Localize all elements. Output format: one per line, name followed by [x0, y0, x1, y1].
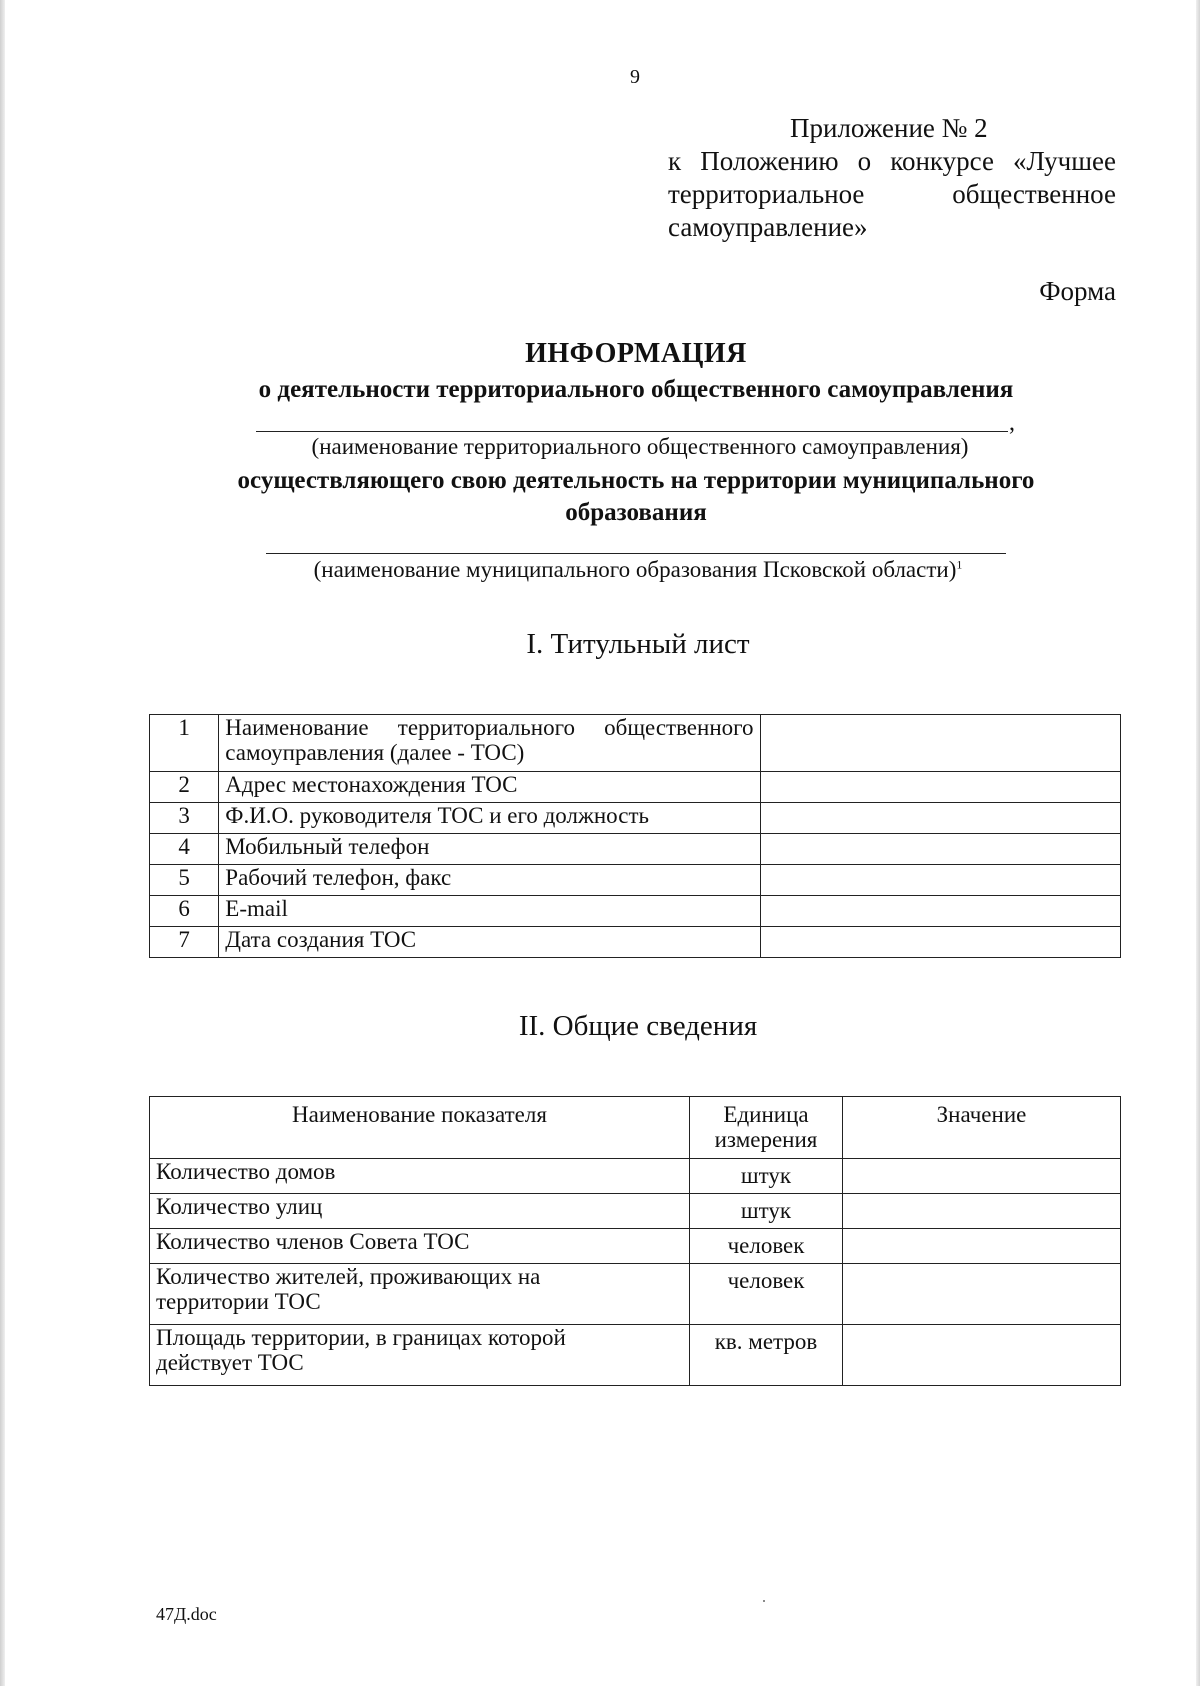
- indicator-value-cell[interactable]: [843, 1264, 1121, 1325]
- indicator-name-line-2: действует ТОС: [156, 1350, 304, 1375]
- indicator-name: [150, 1264, 690, 1325]
- header-value: Значение: [843, 1097, 1121, 1159]
- activity-heading-line-2: образования: [565, 499, 707, 526]
- appendix-line-2: территориальное общественное: [668, 179, 1116, 209]
- document-subtitle: о деятельности территориального общественного самоуправления: [258, 376, 1014, 403]
- indicator-unit: штук: [690, 1194, 843, 1229]
- table-row: [150, 772, 1121, 803]
- indicator-value-cell[interactable]: [843, 1194, 1121, 1229]
- appendix-title: Приложение № 2: [790, 113, 988, 143]
- indicator-name-line-1: Количество жителей, проживающих на: [156, 1264, 541, 1289]
- header-indicator: Наименование показателя: [150, 1097, 690, 1159]
- row-number: 1: [150, 715, 219, 772]
- general-info-table: [149, 1096, 1121, 1386]
- row-number: 3: [150, 803, 219, 834]
- scan-edge-left: [0, 0, 5, 1686]
- blank-comma: ,: [1009, 410, 1015, 436]
- section-2-title: II. Общие сведения: [518, 1010, 758, 1042]
- appendix-line-3: самоуправление»: [668, 212, 868, 242]
- table-row: [150, 834, 1121, 865]
- indicator-name: [150, 1325, 690, 1386]
- footnote-mark: 1: [956, 557, 963, 572]
- scan-edge-right: [1196, 0, 1200, 1686]
- section-1-title: I. Титульный лист: [526, 628, 750, 660]
- header-unit-line-1: Единица: [723, 1102, 809, 1127]
- indicator-value-cell[interactable]: [843, 1229, 1121, 1264]
- indicator-unit: штук: [690, 1159, 843, 1194]
- table-row: [150, 1229, 1121, 1264]
- row-label-line-2: самоуправления (далее - ТОС): [225, 740, 525, 765]
- document-title: ИНФОРМАЦИЯ: [525, 338, 747, 369]
- appendix-line-1: к Положению о конкурсе «Лучшее: [668, 146, 1116, 176]
- row-value-cell[interactable]: [760, 927, 1121, 958]
- page-number: 9: [630, 66, 640, 88]
- table-row: [150, 1325, 1121, 1386]
- table-row: [150, 1264, 1121, 1325]
- table-row: [150, 1194, 1121, 1229]
- tos-name-blank-line: [256, 431, 1008, 432]
- table-row: [150, 896, 1121, 927]
- row-number: 4: [150, 834, 219, 865]
- row-label: Рабочий телефон, факс: [219, 865, 760, 896]
- row-number: 2: [150, 772, 219, 803]
- row-number: 7: [150, 927, 219, 958]
- table-row: [150, 927, 1121, 958]
- row-value-cell[interactable]: [760, 896, 1121, 927]
- municipality-caption-text: (наименование муниципального образования Псковской области): [313, 557, 957, 582]
- row-value-cell[interactable]: [760, 772, 1121, 803]
- row-label: Дата создания ТОС: [219, 927, 760, 958]
- row-value-cell[interactable]: [760, 865, 1121, 896]
- municipality-blank-line: [266, 553, 1006, 554]
- row-label: Адрес местонахождения ТОС: [219, 772, 760, 803]
- row-label: [219, 715, 760, 772]
- tos-name-caption: (наименование территориального общественного самоуправления): [311, 434, 969, 459]
- footer-filename: 47Д.doc: [156, 1604, 217, 1624]
- header-unit: [690, 1097, 843, 1159]
- activity-heading: [0, 465, 1200, 529]
- row-value-cell[interactable]: [760, 715, 1121, 772]
- indicator-unit: человек: [690, 1229, 843, 1264]
- scan-speck: [763, 1600, 765, 1602]
- row-label-line-1: Наименование территориального общественного: [225, 715, 754, 740]
- indicator-value-cell[interactable]: [843, 1325, 1121, 1386]
- title-sheet-table: [149, 714, 1121, 958]
- indicator-unit: человек: [690, 1264, 843, 1325]
- appendix-block: [668, 112, 1116, 244]
- indicator-name-line-2: территории ТОС: [156, 1289, 321, 1314]
- row-value-cell[interactable]: [760, 834, 1121, 865]
- indicator-name-line-1: Площадь территории, в границах которой: [156, 1325, 566, 1350]
- row-value-cell[interactable]: [760, 803, 1121, 834]
- table-row: [150, 803, 1121, 834]
- municipality-caption: [0, 557, 1200, 583]
- row-number: 6: [150, 896, 219, 927]
- table-header-row: [150, 1097, 1121, 1159]
- table-row: [150, 1159, 1121, 1194]
- row-label: E-mail: [219, 896, 760, 927]
- header-unit-line-2: измерения: [714, 1127, 818, 1152]
- table-row: [150, 715, 1121, 772]
- activity-heading-line-1: осуществляющего свою деятельность на территории муниципального: [237, 467, 1035, 494]
- form-label: Форма: [1039, 276, 1116, 306]
- indicator-name: Количество членов Совета ТОС: [150, 1229, 690, 1264]
- row-label: Ф.И.О. руководителя ТОС и его должность: [219, 803, 760, 834]
- indicator-value-cell[interactable]: [843, 1159, 1121, 1194]
- indicator-unit: кв. метров: [690, 1325, 843, 1386]
- table-row: [150, 865, 1121, 896]
- row-label: Мобильный телефон: [219, 834, 760, 865]
- indicator-name: Количество домов: [150, 1159, 690, 1194]
- indicator-name: Количество улиц: [150, 1194, 690, 1229]
- row-number: 5: [150, 865, 219, 896]
